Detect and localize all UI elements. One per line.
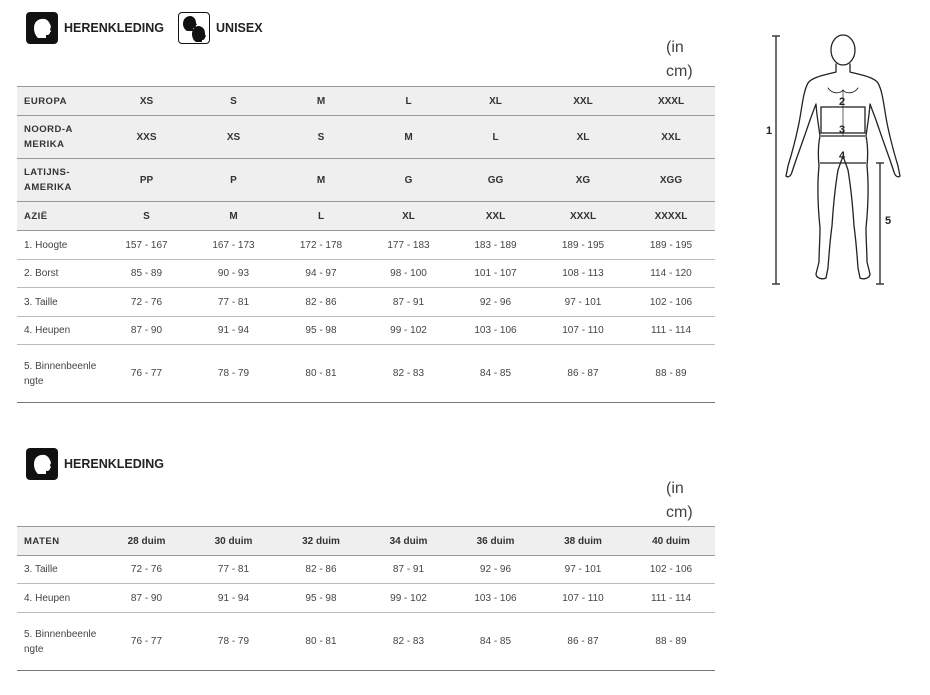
cell: XL	[365, 202, 452, 231]
cell: XS	[190, 116, 277, 159]
table-row	[17, 231, 715, 260]
table-row	[17, 202, 715, 231]
cell: XL	[539, 116, 627, 159]
cell: 82 - 86	[277, 556, 365, 584]
unit-note: (in cm)	[666, 39, 693, 80]
cell: 86 - 87	[539, 345, 627, 403]
cell: PP	[103, 159, 190, 202]
table-row	[17, 288, 715, 317]
cell: 78 - 79	[190, 613, 277, 671]
table-row	[17, 116, 715, 159]
male-face-icon	[26, 448, 58, 480]
cell: M	[190, 202, 277, 231]
table-row	[17, 584, 715, 613]
cell: 76 - 77	[103, 613, 190, 671]
cell: 189 - 195	[627, 231, 715, 260]
cell: GG	[452, 159, 539, 202]
row-label: 3. Taille	[17, 556, 103, 584]
cell: 82 - 83	[365, 345, 452, 403]
cell: 183 - 189	[452, 231, 539, 260]
cell: 103 - 106	[452, 584, 539, 613]
cell: XXXL	[539, 202, 627, 231]
cell: 87 - 90	[103, 584, 190, 613]
cell: S	[103, 202, 190, 231]
waist-label: 3	[839, 124, 846, 136]
table-header-row	[17, 527, 715, 556]
column-header: 28 duim	[103, 527, 190, 556]
cell: XL	[452, 87, 539, 116]
cell: XG	[539, 159, 627, 202]
cell: 87 - 91	[365, 288, 452, 317]
cell: 157 - 167	[103, 231, 190, 260]
cell: 97 - 101	[539, 288, 627, 317]
cell: 90 - 93	[190, 260, 277, 288]
row-label: 5. Binnenbeenlengte	[17, 345, 103, 403]
row-label: LATIJNS-AMERIKA	[17, 159, 103, 202]
column-header: 36 duim	[452, 527, 539, 556]
cell: 95 - 98	[277, 317, 365, 345]
cell: 92 - 96	[452, 288, 539, 317]
cell: 86 - 87	[539, 613, 627, 671]
hips-label: 4	[839, 150, 846, 162]
cell: 82 - 83	[365, 613, 452, 671]
cell: 103 - 106	[452, 317, 539, 345]
cell: 101 - 107	[452, 260, 539, 288]
inseam-label: 5	[885, 215, 892, 227]
cell: 114 - 120	[627, 260, 715, 288]
category-label-men: HERENKLEDING	[64, 457, 165, 471]
cell: 91 - 94	[190, 584, 277, 613]
cell: 87 - 91	[365, 556, 452, 584]
cell: 102 - 106	[627, 288, 715, 317]
table-row	[17, 260, 715, 288]
table-row	[17, 345, 715, 403]
cell: 84 - 85	[452, 613, 539, 671]
row-label: AZIË	[17, 202, 103, 231]
waist-size-table	[17, 526, 715, 671]
row-label: EUROPA	[17, 87, 103, 116]
row-label: 1. Hoogte	[17, 231, 103, 260]
cell: 98 - 100	[365, 260, 452, 288]
cell: M	[277, 87, 365, 116]
unit-note: (in cm)	[666, 480, 693, 521]
column-header: 32 duim	[277, 527, 365, 556]
cell: M	[277, 159, 365, 202]
cell: G	[365, 159, 452, 202]
cell: 80 - 81	[277, 345, 365, 403]
column-header: MATEN	[17, 527, 103, 556]
cell: XXS	[103, 116, 190, 159]
table-row	[17, 87, 715, 116]
cell: 95 - 98	[277, 584, 365, 613]
cell: 84 - 85	[452, 345, 539, 403]
cell: L	[452, 116, 539, 159]
row-label: 2. Borst	[17, 260, 103, 288]
cell: 77 - 81	[190, 556, 277, 584]
cell: 107 - 110	[539, 317, 627, 345]
cell: 167 - 173	[190, 231, 277, 260]
cell: S	[190, 87, 277, 116]
row-label: 4. Heupen	[17, 584, 103, 613]
cell: XS	[103, 87, 190, 116]
unisex-faces-icon	[178, 12, 210, 44]
cell: 72 - 76	[103, 288, 190, 317]
column-header: 38 duim	[539, 527, 627, 556]
cell: 87 - 90	[103, 317, 190, 345]
cell: 111 - 114	[627, 584, 715, 613]
cell: 107 - 110	[539, 584, 627, 613]
cell: 82 - 86	[277, 288, 365, 317]
cell: 99 - 102	[365, 317, 452, 345]
cell: 88 - 89	[627, 613, 715, 671]
table-row	[17, 317, 715, 345]
column-header: 34 duim	[365, 527, 452, 556]
bottom-category-header	[26, 448, 172, 480]
cell: 189 - 195	[539, 231, 627, 260]
cell: 108 - 113	[539, 260, 627, 288]
cell: 76 - 77	[103, 345, 190, 403]
chest-label: 2	[839, 96, 846, 108]
cell: 88 - 89	[627, 345, 715, 403]
table-row	[17, 613, 715, 671]
category-label-men: HERENKLEDING	[64, 21, 165, 35]
column-header: 40 duim	[627, 527, 715, 556]
cell: 85 - 89	[103, 260, 190, 288]
cell: 172 - 178	[277, 231, 365, 260]
male-face-icon	[26, 12, 58, 44]
cell: S	[277, 116, 365, 159]
cell: XXL	[539, 87, 627, 116]
table-row	[17, 556, 715, 584]
column-header: 30 duim	[190, 527, 277, 556]
cell: 177 - 183	[365, 231, 452, 260]
row-label: 4. Heupen	[17, 317, 103, 345]
cell: L	[365, 87, 452, 116]
cell: 91 - 94	[190, 317, 277, 345]
height-label: 1	[766, 125, 773, 137]
cell: P	[190, 159, 277, 202]
cell: L	[277, 202, 365, 231]
cell: 72 - 76	[103, 556, 190, 584]
cell: 94 - 97	[277, 260, 365, 288]
top-category-header	[26, 12, 271, 44]
cell: 80 - 81	[277, 613, 365, 671]
row-label: 5. Binnenbeenlengte	[17, 613, 103, 671]
cell: 111 - 114	[627, 317, 715, 345]
cell: XXXXL	[627, 202, 715, 231]
row-label: 3. Taille	[17, 288, 103, 317]
cell: XXXL	[627, 87, 715, 116]
cell: 102 - 106	[627, 556, 715, 584]
cell: XXL	[627, 116, 715, 159]
cell: 78 - 79	[190, 345, 277, 403]
cell: 92 - 96	[452, 556, 539, 584]
row-label: NOORD-AMERIKA	[17, 116, 103, 159]
cell: M	[365, 116, 452, 159]
cell: 99 - 102	[365, 584, 452, 613]
cell: 77 - 81	[190, 288, 277, 317]
table-row	[17, 159, 715, 202]
size-conversion-table	[17, 86, 715, 403]
body-measurement-figure	[766, 28, 910, 290]
cell: XGG	[627, 159, 715, 202]
cell: 97 - 101	[539, 556, 627, 584]
cell: XXL	[452, 202, 539, 231]
category-label-unisex: UNISEX	[216, 21, 263, 35]
